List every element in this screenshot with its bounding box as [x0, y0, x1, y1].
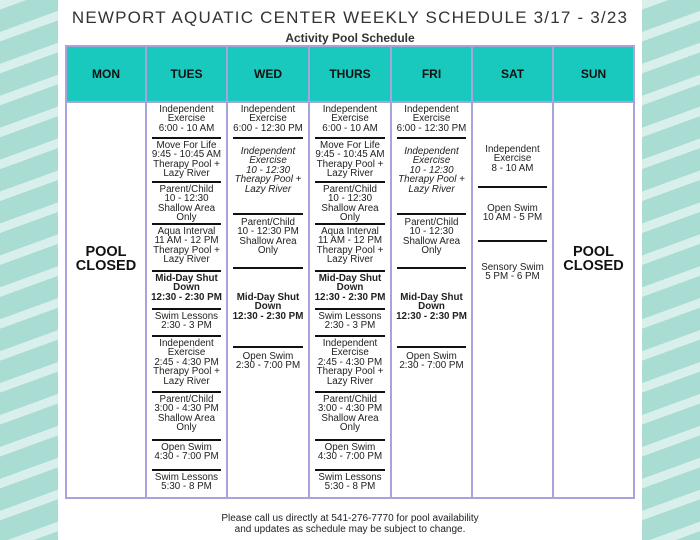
schedule-entry-line: Lazy River	[408, 183, 455, 195]
pool-closed-line: POOL	[85, 244, 127, 260]
entry-divider	[152, 391, 221, 393]
schedule-entry-line: 2:30 - 7:00 PM	[399, 360, 464, 372]
entry-divider	[315, 223, 385, 225]
schedule-entry-line: Independent	[240, 146, 296, 157]
entry-divider	[233, 137, 303, 139]
schedule-entry-line: Independent	[322, 104, 378, 115]
schedule-entry	[396, 105, 467, 133]
schedule-entry-line: Mid-Day Shut	[400, 292, 463, 303]
schedule-entry	[232, 105, 304, 133]
schedule-entry-line: Exercise	[331, 347, 369, 359]
entry-divider	[152, 181, 221, 183]
entry-divider	[478, 186, 547, 188]
schedule-entry-line: Lazy River	[326, 254, 374, 266]
schedule-entry-line: Down	[336, 282, 364, 294]
schedule-entry-line: 2:30 - 3 PM	[161, 320, 212, 332]
pool-closed-label	[67, 245, 145, 273]
schedule-entry-line: Exercise	[167, 113, 206, 125]
schedule-entry	[314, 339, 386, 386]
schedule-entry-line: Down	[173, 282, 200, 294]
schedule-entry-line: Swim Lessons	[318, 472, 382, 483]
pool-closed-line: CLOSED	[563, 258, 624, 274]
schedule-entry-line: 10 - 12:30	[409, 226, 454, 238]
schedule-entry-line: 10 - 12:30	[164, 193, 209, 205]
entry-divider	[478, 240, 547, 242]
schedule-entry-line: Open Swim	[406, 351, 457, 362]
entry-divider	[315, 469, 385, 471]
entry-divider	[397, 267, 466, 269]
schedule-entry-line: 10 - 12:30	[409, 164, 454, 176]
schedule-entry	[232, 218, 304, 256]
entry-divider	[397, 137, 466, 139]
schedule-entry	[314, 227, 386, 265]
schedule-entry-line: Therapy Pool +	[153, 366, 220, 378]
schedule-entry-line: Therapy Pool +	[234, 174, 302, 186]
schedule-entry-line: Only	[176, 212, 197, 224]
schedule-entry	[396, 352, 467, 371]
decorative-wave-left	[0, 0, 58, 540]
schedule-entry-line: 9:45 - 10:45 AM	[315, 149, 385, 161]
day-header-fri: FRI	[392, 45, 473, 103]
entry-divider	[315, 335, 385, 337]
schedule-entry-line: 5:30 - 8 PM	[161, 481, 212, 493]
schedule-entry-line: 5 PM - 6 PM	[485, 271, 540, 283]
schedule-entry-line: Independent	[240, 104, 296, 115]
schedule-entry-line: 11 AM - 12 PM	[154, 235, 219, 247]
schedule-entry	[477, 204, 548, 223]
column-tues	[147, 103, 228, 499]
schedule-entry-line: Parent/Child	[323, 184, 377, 195]
entry-divider	[152, 270, 221, 272]
schedule-entry-line: Open Swim	[161, 442, 212, 453]
schedule-entry-line: 10 - 12:30 PM	[237, 226, 299, 238]
schedule-entry-line: 12:30 - 2:30 PM	[396, 310, 467, 322]
day-header-thurs: THURS	[310, 45, 392, 103]
schedule-entry-line: 9:45 - 10:45 AM	[151, 149, 222, 161]
footer-note	[0, 514, 700, 535]
schedule-entry-line: Exercise	[249, 113, 287, 125]
schedule-entry	[477, 145, 548, 173]
schedule-entry-line: Independent	[322, 338, 378, 349]
schedule-entry-line: 2:45 - 4:30 PM	[317, 356, 383, 368]
schedule-entry	[151, 395, 222, 433]
schedule-entry-line: Shallow Area	[157, 412, 216, 424]
schedule-entry-line: Exercise	[493, 153, 532, 165]
schedule-entry	[396, 147, 467, 194]
schedule-entry	[151, 312, 222, 331]
schedule-entry-line: Parent/Child	[159, 394, 214, 405]
footer-line: and updates as schedule may be subject to change.	[234, 523, 466, 535]
day-header-sat: SAT	[473, 45, 554, 103]
schedule-entry-line: 12:30 - 2:30 PM	[314, 291, 386, 303]
schedule-entry-line: 6:00 - 10 AM	[158, 122, 215, 134]
schedule-entry-line: Lazy River	[244, 183, 292, 195]
column-sun	[554, 103, 635, 499]
schedule-entry-line: 3:00 - 4:30 PM	[154, 403, 219, 415]
schedule-entry-line: Exercise	[412, 113, 451, 125]
schedule-entry-line: Open Swim	[487, 203, 538, 214]
schedule-entry-line: Shallow Area	[157, 202, 216, 214]
schedule-entry	[396, 293, 467, 321]
schedule-entry-line: Down	[418, 301, 445, 313]
schedule-entry-line: Down	[254, 301, 282, 313]
entry-divider	[315, 270, 385, 272]
schedule-entry-line: 2:30 - 3 PM	[324, 320, 376, 332]
schedule-entry	[151, 473, 222, 492]
column-wed	[228, 103, 310, 499]
schedule-entry	[314, 395, 386, 433]
schedule-entry-line: 12:30 - 2:30 PM	[151, 291, 222, 303]
schedule-entry-line: Mid-Day Shut	[318, 273, 382, 284]
pool-closed-label	[554, 245, 633, 273]
page-title: NEWPORT AQUATIC CENTER WEEKLY SCHEDULE 3/17 - 3/23	[71, 8, 629, 27]
schedule-entry	[396, 218, 467, 256]
schedule-entry-line: Mid-Day Shut	[236, 292, 300, 303]
schedule-entry	[314, 312, 386, 331]
schedule-entry-line: Only	[339, 422, 361, 434]
footer-line: Please call us directly at 541-276-7770 for pool availability	[221, 513, 479, 524]
schedule-entry-line: Only	[257, 245, 279, 257]
schedule-entry	[232, 147, 304, 194]
schedule-entry-line: Independent	[404, 104, 459, 115]
schedule-entry-line: 2:45 - 4:30 PM	[154, 356, 219, 368]
column-mon	[65, 103, 147, 499]
schedule-entry-line: Independent	[404, 146, 459, 157]
entry-divider	[233, 346, 303, 348]
schedule-entry-line: Lazy River	[326, 375, 374, 387]
schedule-entry-line: Shallow Area	[321, 202, 379, 214]
schedule-entry-line: Therapy Pool +	[398, 174, 465, 186]
schedule-entry-line: Shallow Area	[239, 235, 297, 247]
schedule-entry-line: Exercise	[331, 113, 369, 125]
schedule-entry-line: Move For Life	[320, 140, 380, 151]
schedule-entry-line: Lazy River	[163, 254, 210, 266]
schedule-entry-line: 6:00 - 12:30 PM	[396, 122, 467, 134]
schedule-entry	[477, 263, 548, 282]
decorative-wave-right	[642, 0, 700, 540]
schedule-entry	[151, 105, 222, 133]
schedule-entry-line: Independent	[485, 144, 540, 155]
column-sat	[473, 103, 554, 499]
schedule-entry-line: 12:30 - 2:30 PM	[232, 310, 304, 322]
schedule-entry-line: 6:00 - 10 AM	[322, 122, 378, 134]
pool-closed-line: CLOSED	[75, 258, 137, 274]
entry-divider	[397, 213, 466, 215]
schedule-entry	[314, 473, 386, 492]
schedule-entry	[314, 185, 386, 223]
column-fri	[392, 103, 473, 499]
schedule-entry-line: 11 AM - 12 PM	[317, 235, 383, 247]
schedule-entry-line: Therapy Pool +	[153, 244, 220, 256]
schedule-entry-line: 5:30 - 8 PM	[324, 481, 376, 493]
schedule-entry-line: Therapy Pool +	[153, 158, 220, 170]
entry-divider	[315, 308, 385, 310]
schedule-entry	[232, 293, 304, 321]
schedule-entry-line: Open Swim	[242, 351, 294, 362]
entry-divider	[152, 335, 221, 337]
day-header-sun: SUN	[554, 45, 635, 103]
schedule-table	[65, 45, 635, 499]
day-header-tues: TUES	[147, 45, 228, 103]
schedule-entry-line: Sensory Swim	[481, 262, 544, 273]
schedule-entry-line: Swim Lessons	[318, 311, 382, 322]
entry-divider	[315, 137, 385, 139]
schedule-entry-line: Aqua Interval	[157, 226, 216, 237]
page-subtitle: Activity Pool Schedule	[285, 31, 415, 45]
entry-divider	[315, 439, 385, 441]
schedule-entry	[314, 443, 386, 462]
entry-divider	[152, 137, 221, 139]
schedule-entry	[151, 339, 222, 386]
schedule-entry-line: Lazy River	[163, 168, 210, 180]
entry-divider	[397, 346, 466, 348]
entry-divider	[315, 391, 385, 393]
schedule-entry-line: 4:30 - 7:00 PM	[317, 451, 383, 463]
entry-divider	[152, 439, 221, 441]
pool-closed-line: POOL	[572, 244, 615, 260]
schedule-entry-line: Only	[176, 422, 197, 434]
schedule-entry-line: Lazy River	[326, 168, 374, 180]
schedule-entry-line: 6:00 - 12:30 PM	[233, 122, 303, 134]
schedule-entry-line: Parent/Child	[241, 217, 295, 228]
entry-divider	[152, 469, 221, 471]
schedule-entry-line: 3:00 - 4:30 PM	[317, 403, 383, 415]
schedule-entry	[151, 227, 222, 265]
schedule-entry-line: Exercise	[167, 347, 206, 359]
schedule-entry-line: Shallow Area	[321, 412, 379, 424]
schedule-entry-line: 10 AM - 5 PM	[482, 212, 543, 224]
column-thurs	[310, 103, 392, 499]
schedule-entry	[232, 352, 304, 371]
schedule-entry-line: 2:30 - 7:00 PM	[235, 360, 301, 372]
entry-divider	[315, 181, 385, 183]
schedule-entry	[151, 443, 222, 462]
schedule-entry-line: Independent	[159, 104, 214, 115]
schedule-entry-line: Exercise	[249, 155, 287, 167]
schedule-entry-line: Parent/Child	[323, 394, 377, 405]
schedule-entry	[151, 185, 222, 223]
entry-divider	[152, 223, 221, 225]
day-header-mon: MON	[65, 45, 147, 103]
schedule-entry-line: 4:30 - 7:00 PM	[154, 451, 219, 463]
entry-divider	[152, 308, 221, 310]
schedule-entry-line: Only	[421, 245, 442, 257]
schedule-entry	[151, 274, 222, 302]
schedule-entry-line: Open Swim	[324, 442, 376, 453]
schedule-entry-line: Swim Lessons	[154, 472, 219, 483]
schedule-entry-line: Move For Life	[156, 140, 217, 151]
schedule-entry-line: Therapy Pool +	[316, 244, 384, 256]
schedule-entry	[314, 105, 386, 133]
schedule-entry-line: Aqua Interval	[321, 226, 379, 237]
schedule-entry	[314, 141, 386, 179]
schedule-entry-line: Therapy Pool +	[316, 366, 384, 378]
schedule-entry-line: Parent/Child	[159, 184, 214, 195]
schedule-entry-line: Mid-Day Shut	[155, 273, 218, 284]
schedule-entry-line: 10 - 12:30	[245, 164, 291, 176]
schedule-entry-line: Only	[339, 212, 361, 224]
schedule-entry-line: Exercise	[412, 155, 451, 167]
schedule-entry-line: 10 - 12:30	[327, 193, 373, 205]
schedule-entry-line: Therapy Pool +	[316, 158, 384, 170]
schedule-entry	[314, 274, 386, 302]
schedule-entry-line: 8 - 10 AM	[491, 162, 534, 174]
schedule-entry	[151, 141, 222, 179]
schedule-entry-line: Independent	[159, 338, 214, 349]
schedule-entry-line: Lazy River	[163, 375, 210, 387]
entry-divider	[233, 267, 303, 269]
entry-divider	[233, 213, 303, 215]
day-header-wed: WED	[228, 45, 310, 103]
schedule-entry-line: Swim Lessons	[154, 311, 219, 322]
schedule-entry-line: Parent/Child	[404, 217, 459, 228]
schedule-entry-line: Shallow Area	[402, 235, 461, 247]
